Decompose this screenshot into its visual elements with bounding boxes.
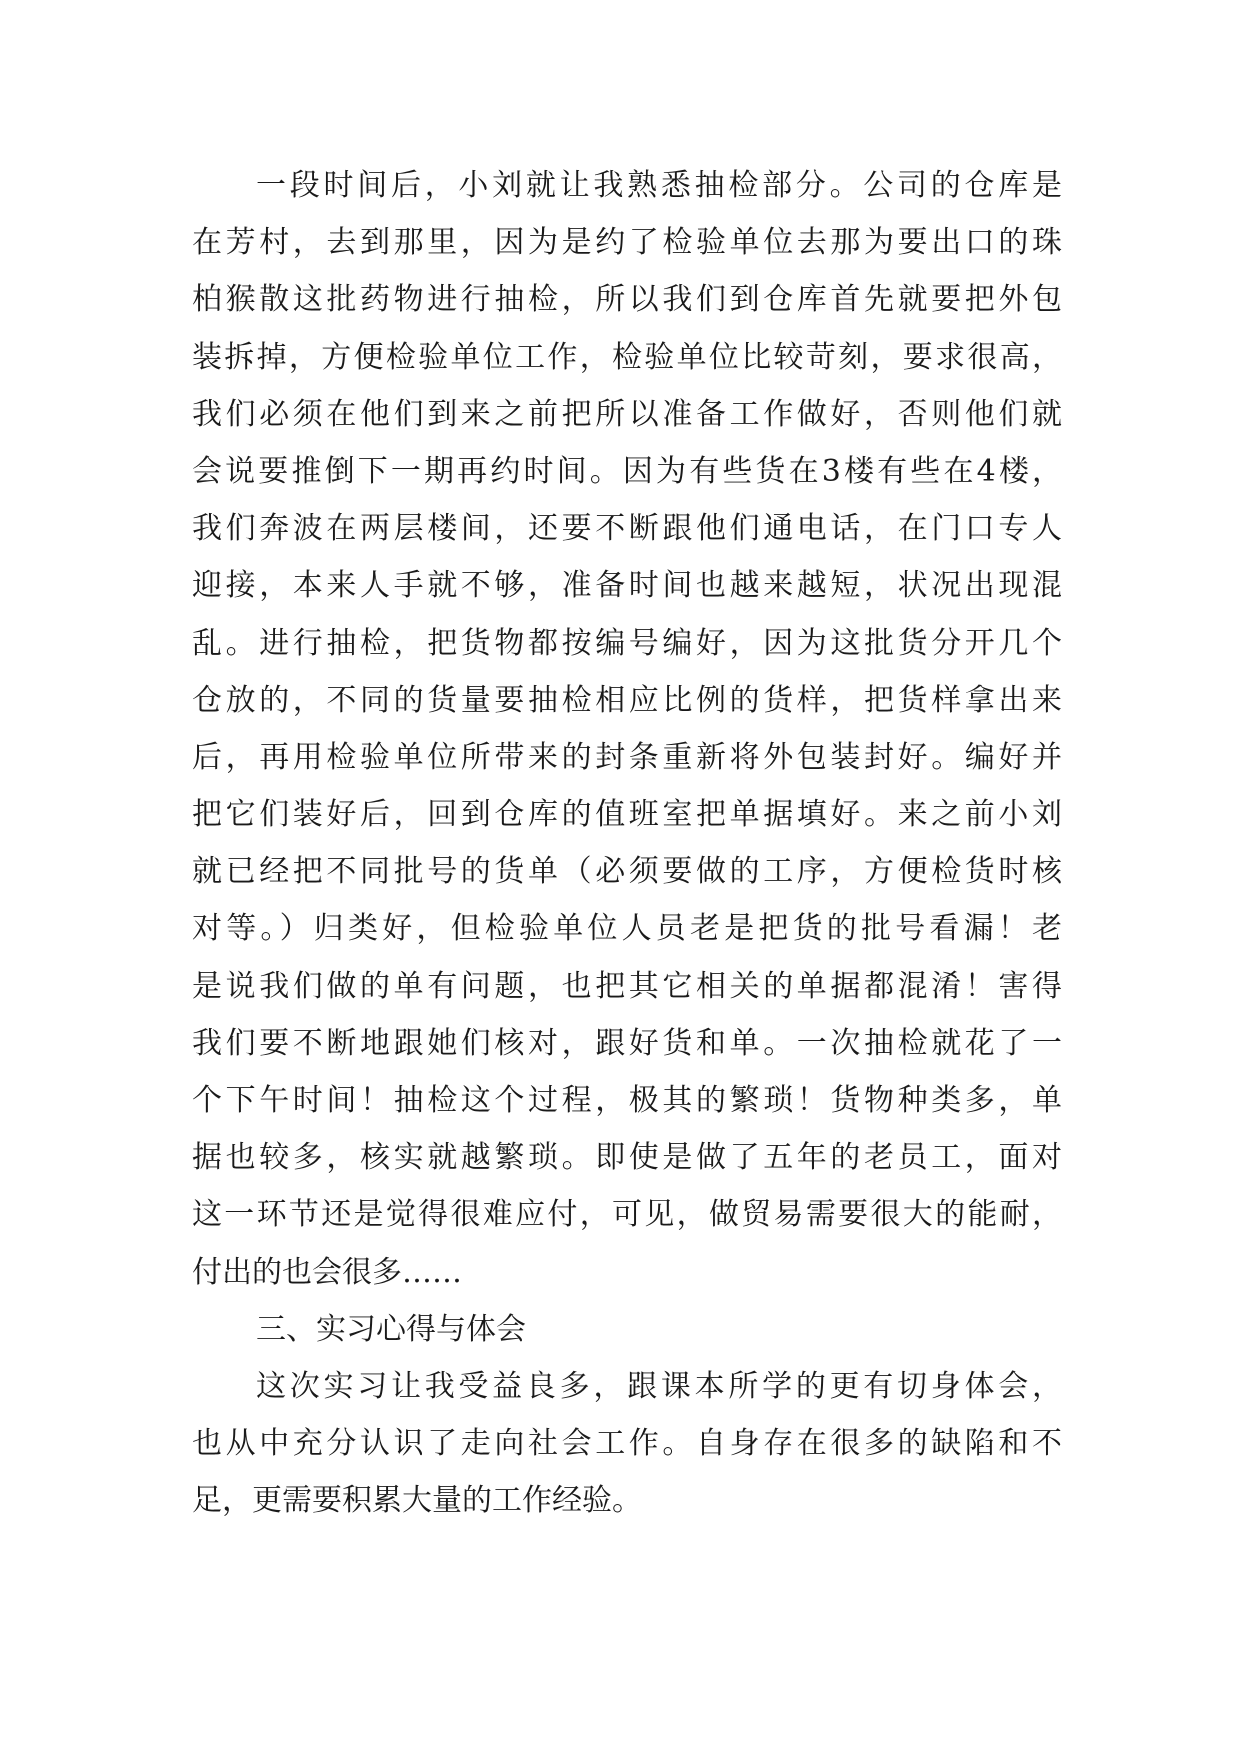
text-line: 会说要推倒下一期再约时间。因为有些货在3楼有些在4楼， [192,453,1062,489]
section-heading [192,1301,1062,1358]
text-line: 把它们装好后，回到仓库的值班室把单据填好。来之前小刘 [192,797,1062,833]
text-line: 对等。）归类好，但检验单位人员老是把货的批号看漏！老 [192,911,1062,947]
paragraph-internship-sampling [192,157,1062,1301]
text-line: 在芳村，去到那里，因为是约了检验单位去那为要出口的珠 [192,225,1062,261]
text-line: 柏猴散这批药物进行抽检，所以我们到仓库首先就要把外包 [192,282,1062,318]
document-body [192,157,1062,1530]
text-line: 我们要不断地跟她们核对，跟好货和单。一次抽检就花了一 [192,1025,1062,1061]
text-line: 个下午时间！抽检这个过程，极其的繁琐！货物种类多，单 [192,1083,1062,1118]
text-line: 就已经把不同批号的货单（必须要做的工序，方便检货时核 [192,854,1062,890]
text-line: 迎接，本来人手就不够，准备时间也越来越短，状况出现混 [192,568,1062,604]
paragraph-internship-reflection [192,1358,1062,1530]
text-line: 是说我们做的单有问题，也把其它相关的单据都混淆！害得 [192,968,1062,1004]
text-line: 装拆掉，方便检验单位工作，检验单位比较苛刻，要求很高， [192,339,1062,375]
text-line: 一段时间后，小刘就让我熟悉抽检部分。公司的仓库是 [256,168,1062,203]
text-line: 后，再用检验单位所带来的封条重新将外包装封好。编好并 [192,739,1062,775]
text-line: 我们必须在他们到来之前把所以准备工作做好，否则他们就 [192,396,1062,432]
text-line: 足，更需要积累大量的工作经验。 [192,1483,642,1519]
text-line: 我们奔波在两层楼间，还要不断跟他们通电话，在门口专人 [192,511,1062,547]
text-line: 付出的也会很多…… [192,1254,462,1290]
text-line: 乱。进行抽检，把货物都按编号编好，因为这批货分开几个 [192,625,1062,661]
text-line: 这一环节还是觉得很难应付，可见，做贸易需要很大的能耐， [192,1197,1062,1233]
text-line: 也从中充分认识了走向社会工作。自身存在很多的缺陷和不 [192,1426,1062,1462]
text-line: 这次实习让我受益良多，跟课本所学的更有切身体会， [256,1368,1062,1404]
heading-text: 三、实习心得与体会 [256,1311,526,1347]
text-line: 仓放的，不同的货量要抽检相应比例的货样，把货样拿出来 [192,682,1062,718]
text-line: 据也较多，核实就越繁琐。即使是做了五年的老员工，面对 [192,1140,1062,1176]
